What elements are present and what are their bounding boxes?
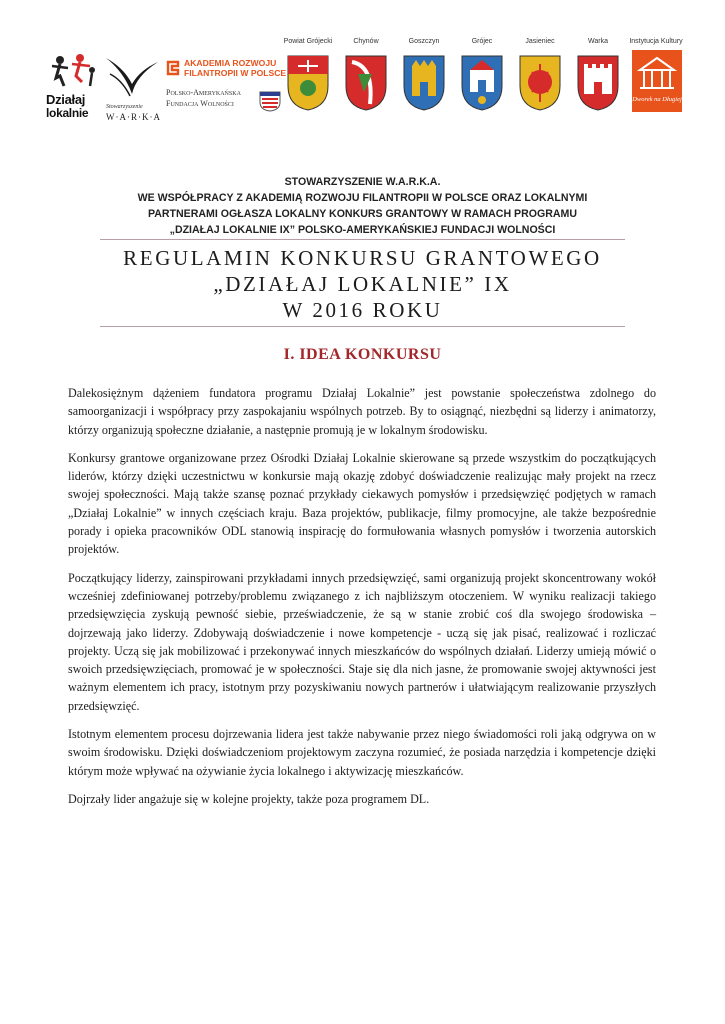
- title-line-3: W 2016 ROKU: [282, 298, 443, 322]
- crest-label-instytucja: Instytucja Kultury: [629, 38, 683, 45]
- paragraph-3: Początkujący liderzy, zainspirowani przykładami innych przedsięwzięć, sami organizują projekt skoncentrowany wokół wcześniej zdefiniowanej potrzeby/problemu związanego z ich najbliższym otoczeniem. W wyniku realizacji takiego przedsięwzięcia zyskują pewność siebie, przeświadczenie, że są w stanie zrobić coś dla swojego środowiska – dojrzewają jako liderzy. Zdobywają doświadczenie i nowe kompetencje - uczą się jak pisać, realizować i rozliczać projekty. Uczą się jak mobilizować i przekonywać innych mieszkańców do wspólnych działań. Liderzy umieją mówić o swoich przedsięwzięciach, promować je w społeczności. Staje się dla nich jasne, że promowanie swojej aktywności jest ważnym elementem ich pracy, istotnym przy pozyskiwaniu nowych partnerów i ułatwiającym realizowanie przyszłych przedsięwzięć.: [68, 570, 656, 713]
- crest-label-jasieniec: Jasieniec: [525, 38, 555, 45]
- pafw-text-2: Fundacja Wolności: [166, 99, 234, 108]
- goszczyn-crest-icon: [402, 52, 446, 112]
- arfp-text-2: FILANTROPII W POLSCE: [184, 68, 287, 78]
- powiat-crest-icon: [286, 52, 330, 112]
- paragraph-2: Konkursy grantowe organizowane przez Ośrodki Działaj Lokalnie skierowane są przede wszystkim do początkujących liderów, którzy dzięki uczestnictwu w konkursie mają okazję zdobyć doświadczenie realizując mały projekt na rzecz swojej społeczności. Mają także szansę poznać przykłady ciekawych pomysłów i przedsięwzięć podjętych w ramach „Działaj Lokalnie” w innych częściach kraju. Baza projektów, publikacje, filmy promocyjne, ale także bezpośrednie porady i opieka pracowników ODL stanowią inspirację do formułowania własnych pomysłów i tworzenia autorskich projektów.: [68, 450, 656, 557]
- warka-association-logo: [102, 54, 162, 124]
- arfp-logo: [166, 58, 286, 80]
- crest-label-powiat: Powiat Grójecki: [283, 38, 333, 45]
- document-title: [60, 245, 665, 323]
- pafw-logo: [166, 88, 284, 118]
- crest-label-warka: Warka: [588, 38, 608, 45]
- header-line-4: „DZIAŁAJ LOKALNIE IX” POLSKO-AMERYKAŃSKIEJ FUNDACJI WOLNOŚCI: [169, 224, 556, 236]
- warka-name-text: W·A·R·K·A: [106, 112, 161, 122]
- header-line-2: WE WSPÓŁPRACY Z AKADEMIĄ ROZWOJU FILANTROPII W POLSCE ORAZ LOKALNYMI: [137, 192, 588, 204]
- dzialaj-logo-text-2: lokalnie: [46, 106, 89, 120]
- organizer-announcement: [60, 174, 665, 238]
- paragraph-5: Dojrzały lider angażuje się w kolejne projekty, także poza programem DL.: [68, 791, 430, 806]
- paragraph-1: Dalekosiężnym dążeniem fundatora programu Działaj Lokalnie” jest powstanie społeczeństwa zdolnego do samoorganizacji i współpracy przy zaspokajaniu wspólnych potrzeb. By to osiągnąć, niezbędni są liderzy i animatorzy, którzy organizują społeczne działanie, a następnie promują je w lokalnym środowisku.: [68, 386, 656, 437]
- divider-bottom: [100, 326, 625, 327]
- chynow-crest-icon: [344, 52, 388, 112]
- jasieniec-crest-icon: [518, 52, 562, 112]
- grojec-crest-icon: [460, 52, 504, 112]
- dworek-logo-box: [632, 50, 682, 112]
- arfp-text-1: AKADEMIA ROZWOJU: [184, 58, 277, 68]
- dworek-text: Dworek na Długiej: [632, 96, 682, 103]
- crest-label-grojec: Grójec: [471, 38, 493, 45]
- divider-top: [100, 239, 625, 240]
- people-figures-icon: [46, 52, 100, 92]
- section-heading: I. IDEA KONKURSU: [283, 346, 442, 363]
- pafw-flag-icon: [258, 90, 282, 112]
- warka-small-text: Stowarzyszenie: [106, 104, 143, 110]
- warka-crest-icon: [576, 52, 620, 112]
- crest-label-chynow: Chynów: [353, 38, 379, 45]
- header-line-3: PARTNERAMI OGŁASZA LOKALNY KONKURS GRANTOWY W RAMACH PROGRAMU: [147, 208, 578, 220]
- partner-logos-strip: [40, 38, 690, 126]
- crest-label-goszczyn: Goszczyn: [408, 38, 440, 45]
- manor-house-icon: [632, 50, 682, 94]
- document-body: [68, 384, 656, 818]
- title-line-2: „DZIAŁAJ LOKALNIE” IX: [213, 272, 512, 296]
- title-line-1: REGULAMIN KONKURSU GRANTOWEGO: [123, 246, 602, 270]
- header-line-1: STOWARZYSZENIE W.A.R.K.A.: [284, 176, 441, 188]
- arfp-mark-icon: [166, 60, 180, 76]
- dzialaj-logo-text-1: Działaj: [46, 92, 86, 107]
- paragraph-4: Istotnym elementem procesu dojrzewania lidera jest także nabywanie przez niego świadomości roli jaką odgrywa on w swoim środowisku. Dzięki doświadczeniom projektowym zaczyna rozumieć, że posiada narzędzia i kompetencje dzięki którym może wpływać na ożywianie życia lokalnego i aktywizację mieszkańców.: [68, 727, 656, 778]
- dzialaj-lokalnie-logo: [46, 52, 100, 122]
- bird-icon: [102, 54, 162, 102]
- pafw-text-1: Polsko-Amerykańska: [166, 88, 241, 97]
